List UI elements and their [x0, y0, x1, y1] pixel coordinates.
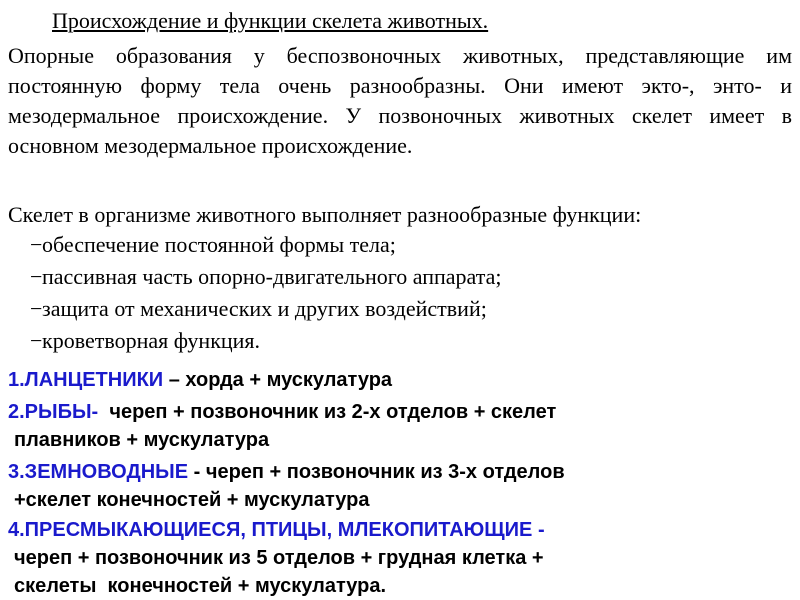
group-fish-cont: плавников + мускулатура [14, 429, 270, 451]
function-item: −обеспечение постоянной формы тела; [30, 230, 396, 260]
function-item: −кроветворная функция. [30, 326, 260, 356]
group-reptiles-birds-mammals: 4.ПРЕСМЫКАЮЩИЕСЯ, ПТИЦЫ, МЛЕКОПИТАЮЩИЕ - [8, 519, 545, 541]
dash-icon: − [30, 232, 43, 257]
group-heading: 3.ЗЕМНОВОДНЫЕ [8, 461, 189, 483]
functions-intro: Скелет в организме животного выполняет разнообразные функции: [8, 202, 642, 227]
group-rbm-line2: скелеты конечностей + мускулатура. [14, 575, 387, 597]
function-item: −пассивная часть опорно-двигательного аппарата; [30, 262, 501, 292]
function-item: −защита от механических и других воздействий; [30, 294, 487, 324]
group-fish: 2.РЫБЫ- череп + позвоночник из 2-х отделов + скелет [8, 401, 557, 423]
group-amphibians: 3.ЗЕМНОВОДНЫЕ - череп + позвоночник из 3-х отделов [8, 461, 565, 483]
dash-icon: − [30, 328, 43, 353]
group-heading: 2.РЫБЫ- [8, 401, 99, 423]
dash-icon: − [30, 264, 43, 289]
page-title: Происхождение и функции скелета животных. [52, 8, 489, 33]
dash-icon: − [30, 296, 43, 321]
group-rbm-line1: череп + позвоночник из 5 отделов + грудная клетка + [14, 547, 544, 569]
group-lancelets: 1.ЛАНЦЕТНИКИ – хорда + мускулатура [8, 369, 393, 391]
group-amphibians-cont: +скелет конечностей + мускулатура [14, 489, 370, 511]
group-heading: 1.ЛАНЦЕТНИКИ [8, 369, 164, 391]
intro-paragraph: Опорные образования у беспозвоночных животных, представляющие им постоянную форму тела очень разнообразны. Они имеют экто-, энто- и мезодермальное происхождение. У позвоночных животных скелет имеет в основном мезодермальное происхождение. [8, 43, 792, 158]
